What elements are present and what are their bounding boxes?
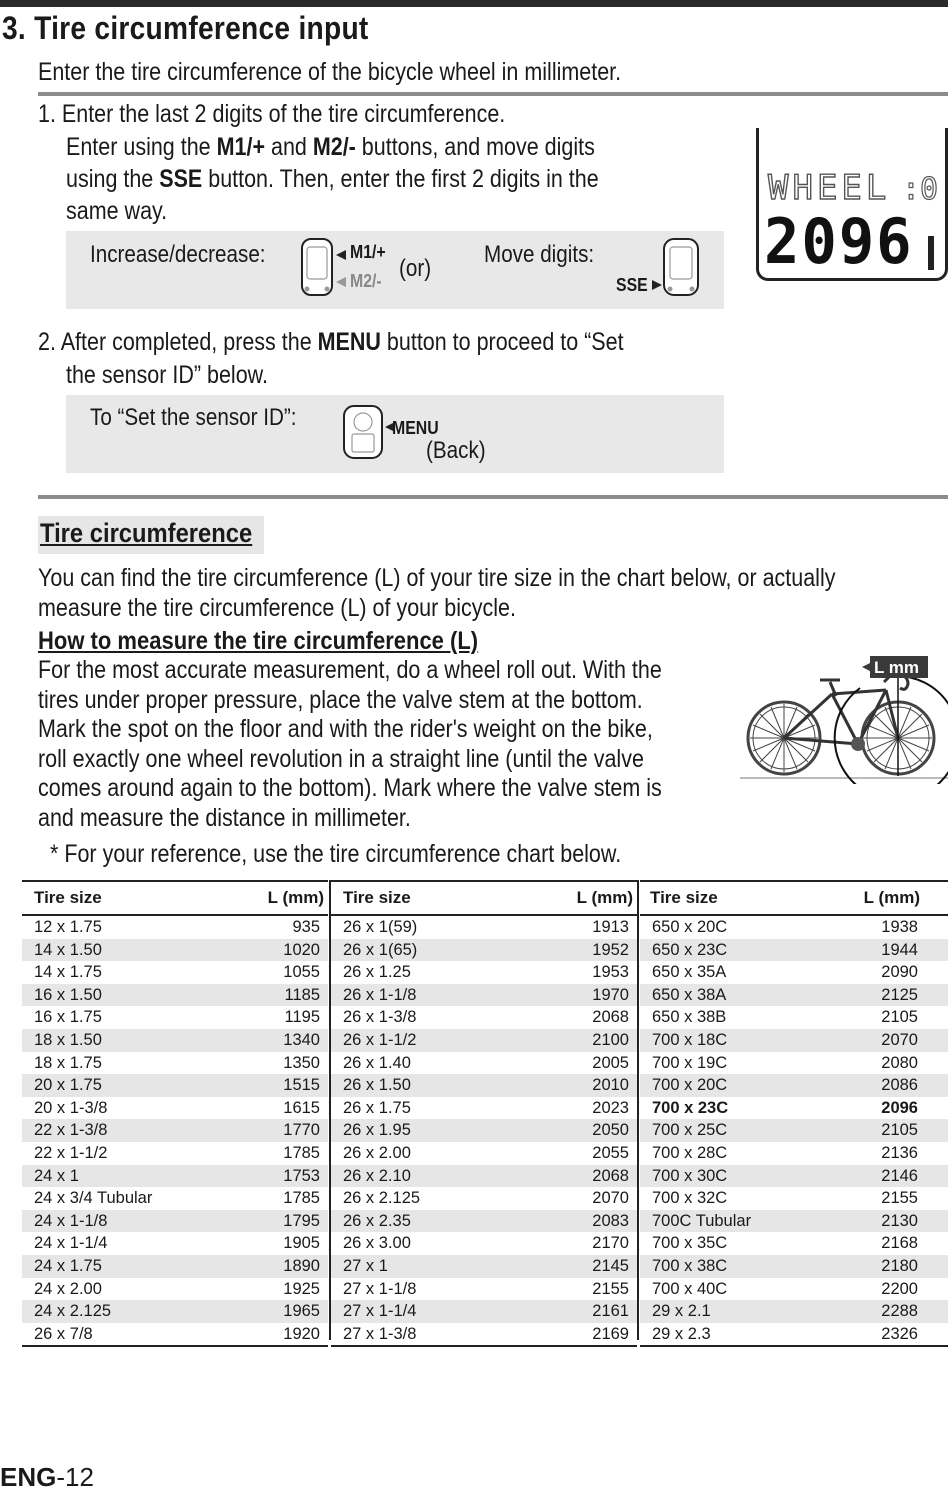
table-row bbox=[331, 1210, 637, 1233]
tire-size-cell: 24 x 1-1/8 bbox=[34, 1211, 108, 1230]
circumference-cell: 2200 bbox=[881, 1279, 918, 1298]
tire-size-cell: 700 x 25C bbox=[652, 1121, 728, 1140]
table-row bbox=[331, 1232, 637, 1255]
circumference-cell: 1890 bbox=[283, 1256, 320, 1275]
tire-size-cell: 26 x 1(65) bbox=[343, 940, 418, 959]
table-row bbox=[22, 1052, 328, 1075]
tire-size-cell: 26 x 1.25 bbox=[343, 963, 411, 982]
circumference-cell: 2146 bbox=[881, 1166, 918, 1185]
table-row bbox=[331, 1029, 637, 1052]
circumference-cell: 2170 bbox=[592, 1234, 629, 1253]
increase-label: Increase/decrease: bbox=[90, 241, 266, 268]
table-row bbox=[22, 1142, 328, 1165]
tire-size-cell: 14 x 1.50 bbox=[34, 940, 102, 959]
table-row bbox=[331, 1278, 637, 1301]
circumference-cell: 1515 bbox=[283, 1076, 320, 1095]
tire-size-cell: 26 x 2.125 bbox=[343, 1189, 421, 1208]
column-separator-1 bbox=[329, 880, 331, 1340]
circumference-cell: 935 bbox=[292, 918, 320, 936]
table-row bbox=[640, 1300, 948, 1323]
page-number: ENG-12 bbox=[0, 1462, 94, 1492]
tire-size-cell: 26 x 1(59) bbox=[343, 918, 418, 936]
tire-size-cell: 700 x 40C bbox=[652, 1279, 728, 1298]
circumference-cell: 2125 bbox=[881, 985, 918, 1004]
back-label: (Back) bbox=[426, 437, 486, 464]
circumference-cell: 2105 bbox=[881, 1121, 918, 1140]
circumference-cell: 2155 bbox=[881, 1189, 918, 1208]
tire-size-cell: 24 x 2.125 bbox=[34, 1302, 112, 1321]
lcd-word: WHEEL bbox=[768, 168, 891, 208]
circumference-cell: 1020 bbox=[283, 940, 320, 959]
step1-line1: 1. Enter the last 2 digits of the tire circumference. bbox=[38, 100, 506, 128]
tire-size-cell: 18 x 1.50 bbox=[34, 1030, 102, 1049]
sensor-id-label: To “Set the sensor ID”: bbox=[90, 404, 297, 431]
circumference-cell: 2010 bbox=[592, 1076, 629, 1095]
tire-para-1: You can find the tire circumference (L) of your tire size in the chart below, or actually bbox=[38, 564, 836, 592]
tire-size-cell: 26 x 2.10 bbox=[343, 1166, 411, 1185]
table-row bbox=[640, 1074, 948, 1097]
table-row bbox=[640, 961, 948, 984]
table-row bbox=[640, 1232, 948, 1255]
circumference-cell: 2288 bbox=[881, 1302, 918, 1321]
circumference-cell: 2169 bbox=[592, 1324, 629, 1343]
table-row bbox=[331, 1300, 637, 1323]
tire-size-cell: 26 x 1.75 bbox=[343, 1098, 411, 1117]
lcd-value: 2096 bbox=[764, 205, 914, 278]
circumference-cell: 1350 bbox=[283, 1053, 320, 1072]
circumference-cell: 2168 bbox=[881, 1234, 918, 1253]
circumference-cell: 2155 bbox=[592, 1279, 629, 1298]
tire-size-cell: 27 x 1-1/8 bbox=[343, 1279, 417, 1298]
tire-size-cell: 650 x 35A bbox=[652, 963, 727, 982]
step2-line2: the sensor ID” below. bbox=[66, 361, 268, 389]
table-row bbox=[640, 1142, 948, 1165]
tire-size-cell: 22 x 1-1/2 bbox=[34, 1143, 108, 1162]
table-row bbox=[22, 1074, 328, 1097]
device-icon-m1m2 bbox=[298, 237, 350, 299]
table-row bbox=[22, 1006, 328, 1029]
table-row bbox=[331, 939, 637, 962]
circumference-cell: 1770 bbox=[283, 1121, 320, 1140]
tire-size-cell: 700 x 19C bbox=[652, 1053, 728, 1072]
tire-size-cell: 27 x 1 bbox=[343, 1256, 388, 1275]
table-header: Tire size L (mm) bbox=[331, 880, 637, 916]
table-row bbox=[331, 1255, 637, 1278]
tire-size-cell: 650 x 23C bbox=[652, 940, 728, 959]
step1-line4: same way. bbox=[66, 197, 168, 225]
step1-line2: Enter using the M1/+ and M2/- buttons, and move digits bbox=[66, 133, 595, 161]
device-icon-menu bbox=[340, 402, 396, 464]
circumference-cell: 2105 bbox=[881, 1008, 918, 1027]
circumference-cell: 2023 bbox=[592, 1098, 629, 1117]
tire-size-cell: 26 x 2.35 bbox=[343, 1211, 411, 1230]
table-row bbox=[331, 1323, 637, 1348]
table-row bbox=[640, 916, 948, 939]
table-row bbox=[640, 1029, 948, 1052]
circumference-cell: 2055 bbox=[592, 1143, 629, 1162]
circumference-cell: 2096 bbox=[881, 1098, 918, 1117]
tire-size-cell: 22 x 1-3/8 bbox=[34, 1121, 108, 1140]
tire-size-cell: 700 x 32C bbox=[652, 1189, 728, 1208]
tire-size-cell: 20 x 1.75 bbox=[34, 1076, 102, 1095]
circumference-cell: 2070 bbox=[592, 1189, 629, 1208]
table-column-2 bbox=[331, 880, 637, 1347]
tire-table bbox=[22, 880, 948, 1343]
circumference-cell: 1185 bbox=[284, 985, 320, 1004]
table-row bbox=[22, 1187, 328, 1210]
step1-line3: using the SSE button. Then, enter the first 2 digits in the bbox=[66, 165, 599, 193]
table-row bbox=[22, 1029, 328, 1052]
how-text: For the most accurate measurement, do a wheel roll out. With the tires under proper pressure, place the valve stem at the bottom. Mark the spot on the floor and with the rider's weight on the bike, roll exactly one wheel revolution in a straight line (until the valve comes around again to the bottom). Mark where the valve stem is and measure the distance in millimeter. bbox=[38, 656, 662, 832]
tire-size-cell: 700 x 23C bbox=[652, 1098, 729, 1117]
divider-middle bbox=[38, 495, 948, 499]
tire-size-cell: 24 x 1-1/4 bbox=[34, 1234, 108, 1253]
tire-size-cell: 16 x 1.50 bbox=[34, 985, 102, 1004]
circumference-cell: 2326 bbox=[881, 1324, 918, 1343]
table-row bbox=[331, 1052, 637, 1075]
tire-size-cell: 27 x 1-1/4 bbox=[343, 1302, 417, 1321]
circumference-cell: 1795 bbox=[283, 1211, 320, 1230]
circumference-cell: 1953 bbox=[592, 963, 629, 982]
tire-size-cell: 650 x 20C bbox=[652, 918, 728, 936]
top-rule bbox=[0, 0, 948, 7]
tire-size-cell: 12 x 1.75 bbox=[34, 918, 102, 936]
circumference-cell: 1952 bbox=[592, 940, 629, 959]
menu-label: MENU bbox=[392, 418, 439, 438]
circumference-cell: 1944 bbox=[881, 940, 918, 959]
table-header: Tire size L (mm) bbox=[22, 880, 328, 916]
table-row bbox=[640, 1165, 948, 1188]
table-row bbox=[22, 1255, 328, 1278]
or-label: (or) bbox=[399, 255, 432, 282]
circumference-cell: 1785 bbox=[283, 1189, 320, 1208]
tire-size-cell: 26 x 1.95 bbox=[343, 1121, 411, 1140]
circumference-cell: 2005 bbox=[592, 1053, 629, 1072]
circumference-cell: 1785 bbox=[283, 1143, 320, 1162]
tire-size-cell: 29 x 2.3 bbox=[652, 1324, 711, 1343]
tire-size-cell: 18 x 1.75 bbox=[34, 1053, 102, 1072]
table-row bbox=[640, 939, 948, 962]
tire-size-cell: 700 x 35C bbox=[652, 1234, 728, 1253]
table-row bbox=[22, 1278, 328, 1301]
table-row bbox=[22, 1323, 328, 1348]
section-intro: Enter the tire circumference of the bicycle wheel in millimeter. bbox=[38, 58, 622, 86]
circumference-cell: 2068 bbox=[592, 1008, 629, 1027]
table-row bbox=[22, 1210, 328, 1233]
circumference-cell: 1753 bbox=[283, 1166, 320, 1185]
tire-size-cell: 26 x 1-1/2 bbox=[343, 1030, 417, 1049]
reference-note: * For your reference, use the tire circumference chart below. bbox=[50, 840, 622, 868]
table-row bbox=[640, 1187, 948, 1210]
lcd-indicator bbox=[928, 236, 934, 270]
tire-size-cell: 700 x 18C bbox=[652, 1030, 728, 1049]
table-row bbox=[331, 916, 637, 939]
tire-size-cell: 26 x 1.40 bbox=[343, 1053, 411, 1072]
tire-size-cell: 650 x 38A bbox=[652, 985, 727, 1004]
circumference-cell: 2080 bbox=[881, 1053, 918, 1072]
tire-size-cell: 26 x 3.00 bbox=[343, 1234, 411, 1253]
table-row bbox=[331, 1074, 637, 1097]
circumference-cell: 2161 bbox=[592, 1302, 629, 1321]
m2-label: M2/- bbox=[350, 271, 382, 291]
circumference-cell: 1938 bbox=[881, 918, 918, 936]
circumference-cell: 2130 bbox=[881, 1211, 918, 1230]
step2-line1: 2. After completed, press the MENU button to proceed to “Set bbox=[38, 328, 624, 356]
table-column-1 bbox=[22, 880, 328, 1347]
section-title: 3. Tire circumference input bbox=[2, 10, 369, 46]
divider-top bbox=[38, 92, 948, 96]
tire-size-cell: 26 x 1.50 bbox=[343, 1076, 411, 1095]
table-row bbox=[640, 1278, 948, 1301]
tire-size-cell: 24 x 2.00 bbox=[34, 1279, 102, 1298]
table-row bbox=[640, 1097, 948, 1120]
table-row bbox=[22, 939, 328, 962]
device-icon-sse bbox=[652, 237, 704, 299]
tire-heading: Tire circumference bbox=[40, 518, 253, 548]
circumference-cell: 2180 bbox=[881, 1256, 918, 1275]
table-row bbox=[22, 984, 328, 1007]
circumference-cell: 1055 bbox=[283, 963, 320, 982]
lcd-segment-icon: :0 bbox=[902, 172, 939, 207]
circumference-cell: 2136 bbox=[881, 1143, 918, 1162]
table-header: Tire size L (mm) bbox=[640, 880, 948, 916]
how-heading: How to measure the tire circumference (L) bbox=[38, 627, 479, 655]
tire-size-cell: 700C Tubular bbox=[652, 1211, 752, 1230]
tire-size-cell: 26 x 1-1/8 bbox=[343, 985, 417, 1004]
circumference-cell: 2083 bbox=[592, 1211, 629, 1230]
circumference-cell: 2145 bbox=[592, 1256, 629, 1275]
tire-size-cell: 24 x 3/4 Tubular bbox=[34, 1189, 153, 1208]
tire-size-cell: 700 x 38C bbox=[652, 1256, 728, 1275]
table-row bbox=[22, 961, 328, 984]
circumference-cell: 1925 bbox=[283, 1279, 320, 1298]
table-row bbox=[331, 1165, 637, 1188]
table-row bbox=[331, 1006, 637, 1029]
table-row bbox=[331, 984, 637, 1007]
circumference-cell: 2068 bbox=[592, 1166, 629, 1185]
circumference-cell: 2086 bbox=[881, 1076, 918, 1095]
circumference-cell: 1905 bbox=[283, 1234, 320, 1253]
table-row bbox=[22, 1232, 328, 1255]
table-row bbox=[640, 1006, 948, 1029]
sse-label: SSE bbox=[616, 275, 648, 295]
circumference-cell: 1970 bbox=[592, 985, 629, 1004]
tire-size-cell: 700 x 30C bbox=[652, 1166, 728, 1185]
circumference-cell: 1195 bbox=[284, 1008, 320, 1027]
table-row bbox=[331, 1187, 637, 1210]
m1-label: M1/+ bbox=[350, 242, 386, 262]
tire-size-cell: 24 x 1.75 bbox=[34, 1256, 102, 1275]
table-row bbox=[640, 1119, 948, 1142]
tire-size-cell: 29 x 2.1 bbox=[652, 1302, 711, 1321]
table-row bbox=[640, 1210, 948, 1233]
circumference-cell: 2100 bbox=[592, 1030, 629, 1049]
tire-size-cell: 14 x 1.75 bbox=[34, 963, 102, 982]
tire-size-cell: 20 x 1-3/8 bbox=[34, 1098, 108, 1117]
table-row bbox=[640, 1255, 948, 1278]
table-row bbox=[22, 1165, 328, 1188]
circumference-cell: 2050 bbox=[592, 1121, 629, 1140]
table-row bbox=[331, 961, 637, 984]
column-separator-2 bbox=[637, 880, 639, 1340]
circumference-cell: 1340 bbox=[283, 1030, 320, 1049]
tire-size-cell: 700 x 28C bbox=[652, 1143, 728, 1162]
table-row bbox=[640, 1052, 948, 1075]
tire-size-cell: 700 x 20C bbox=[652, 1076, 728, 1095]
circumference-cell: 1615 bbox=[283, 1098, 320, 1117]
table-row bbox=[331, 1119, 637, 1142]
table-row bbox=[640, 1323, 948, 1348]
tire-size-cell: 650 x 38B bbox=[652, 1008, 727, 1027]
circumference-cell: 1913 bbox=[592, 918, 629, 936]
tire-size-cell: 27 x 1-3/8 bbox=[343, 1324, 417, 1343]
table-column-3 bbox=[640, 880, 948, 1347]
tire-size-cell: 24 x 1 bbox=[34, 1166, 79, 1185]
table-row bbox=[22, 1097, 328, 1120]
table-row bbox=[331, 1097, 637, 1120]
table-row bbox=[640, 984, 948, 1007]
circumference-cell: 2070 bbox=[881, 1030, 918, 1049]
tire-size-cell: 26 x 2.00 bbox=[343, 1143, 411, 1162]
circumference-cell: 2090 bbox=[881, 963, 918, 982]
tire-size-cell: 26 x 7/8 bbox=[34, 1324, 93, 1343]
table-row bbox=[22, 1119, 328, 1142]
circumference-cell: 1920 bbox=[283, 1324, 320, 1343]
tire-size-cell: 16 x 1.75 bbox=[34, 1008, 102, 1027]
table-row bbox=[22, 1300, 328, 1323]
table-row bbox=[331, 1142, 637, 1165]
lmm-label: L mm bbox=[874, 658, 920, 677]
table-row bbox=[22, 916, 328, 939]
move-digits-label: Move digits: bbox=[484, 241, 595, 268]
tire-size-cell: 26 x 1-3/8 bbox=[343, 1008, 417, 1027]
tire-para-2: measure the tire circumference (L) of your bicycle. bbox=[38, 594, 516, 622]
circumference-cell: 1965 bbox=[283, 1302, 320, 1321]
